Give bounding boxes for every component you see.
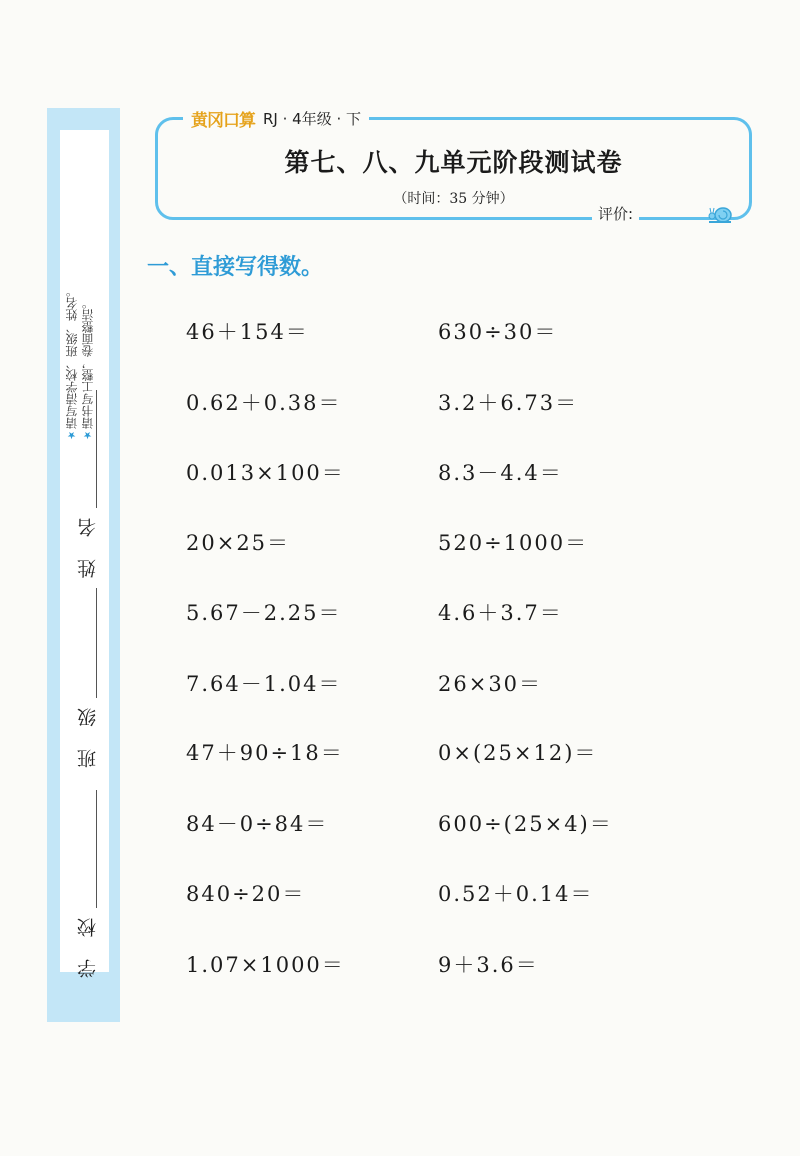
name-field[interactable] bbox=[74, 510, 100, 578]
problem-left-3: 0.013×100＝ bbox=[186, 461, 345, 485]
time-limit: （时间：35 分钟） bbox=[393, 191, 514, 207]
instruction-1-text: 请写清学校、班级、姓名。 bbox=[65, 285, 79, 429]
section-title: 一、直接写得数。 bbox=[147, 255, 324, 280]
student-info-fields bbox=[74, 450, 100, 979]
star-icon: ★ bbox=[66, 429, 77, 440]
brand bbox=[183, 104, 369, 132]
instruction-2 bbox=[80, 140, 96, 440]
brand-logo: 黄冈口算 bbox=[191, 110, 255, 131]
edition-label: RJ · 4年级 · 下 bbox=[263, 109, 361, 128]
problem-right-9: 0.52＋0.14＝ bbox=[438, 882, 594, 906]
problem-right-6: 26×30＝ bbox=[438, 672, 543, 696]
binding-panel bbox=[60, 130, 109, 979]
name-underline bbox=[96, 390, 97, 508]
evaluation-label: 评价: bbox=[592, 203, 639, 224]
instruction-1 bbox=[64, 140, 80, 440]
snail-icon bbox=[707, 204, 735, 224]
problem-left-2: 0.62＋0.38＝ bbox=[186, 391, 342, 415]
problem-right-1: 630÷30＝ bbox=[438, 320, 558, 344]
school-underline bbox=[96, 790, 97, 908]
problem-right-3: 8.3－4.4＝ bbox=[438, 461, 563, 485]
star-icon: ★ bbox=[82, 429, 93, 440]
problem-left-8: 84－0÷84＝ bbox=[186, 812, 329, 836]
problem-right-7: 0×(25×12)＝ bbox=[438, 741, 598, 765]
problem-left-10: 1.07×1000＝ bbox=[186, 953, 345, 977]
school-field[interactable] bbox=[74, 910, 100, 978]
class-label: 班 级 bbox=[77, 700, 99, 769]
school-label: 学 校 bbox=[77, 910, 99, 979]
problem-left-5: 5.67－2.25＝ bbox=[186, 601, 342, 625]
name-label: 姓 名 bbox=[77, 510, 99, 579]
binding-strip bbox=[47, 108, 120, 1022]
problem-right-4: 520÷1000＝ bbox=[438, 531, 589, 555]
problem-left-7: 47＋90÷18＝ bbox=[186, 741, 344, 765]
page-title: 第七、八、九单元阶段测试卷 bbox=[284, 148, 623, 177]
instruction-2-text: 请书写工整，卷面整洁。 bbox=[81, 297, 95, 429]
problem-left-1: 46＋154＝ bbox=[186, 320, 309, 344]
problem-right-5: 4.6＋3.7＝ bbox=[438, 601, 563, 625]
problem-right-10: 9＋3.6＝ bbox=[438, 953, 539, 977]
problem-left-9: 840÷20＝ bbox=[186, 882, 306, 906]
instructions bbox=[64, 140, 104, 440]
problem-right-8: 600÷(25×4)＝ bbox=[438, 812, 613, 836]
problem-left-4: 20×25＝ bbox=[186, 531, 291, 555]
class-underline bbox=[96, 588, 97, 698]
problem-left-6: 7.64－1.04＝ bbox=[186, 672, 342, 696]
class-field[interactable] bbox=[74, 700, 100, 768]
problem-right-2: 3.2＋6.73＝ bbox=[438, 391, 579, 415]
